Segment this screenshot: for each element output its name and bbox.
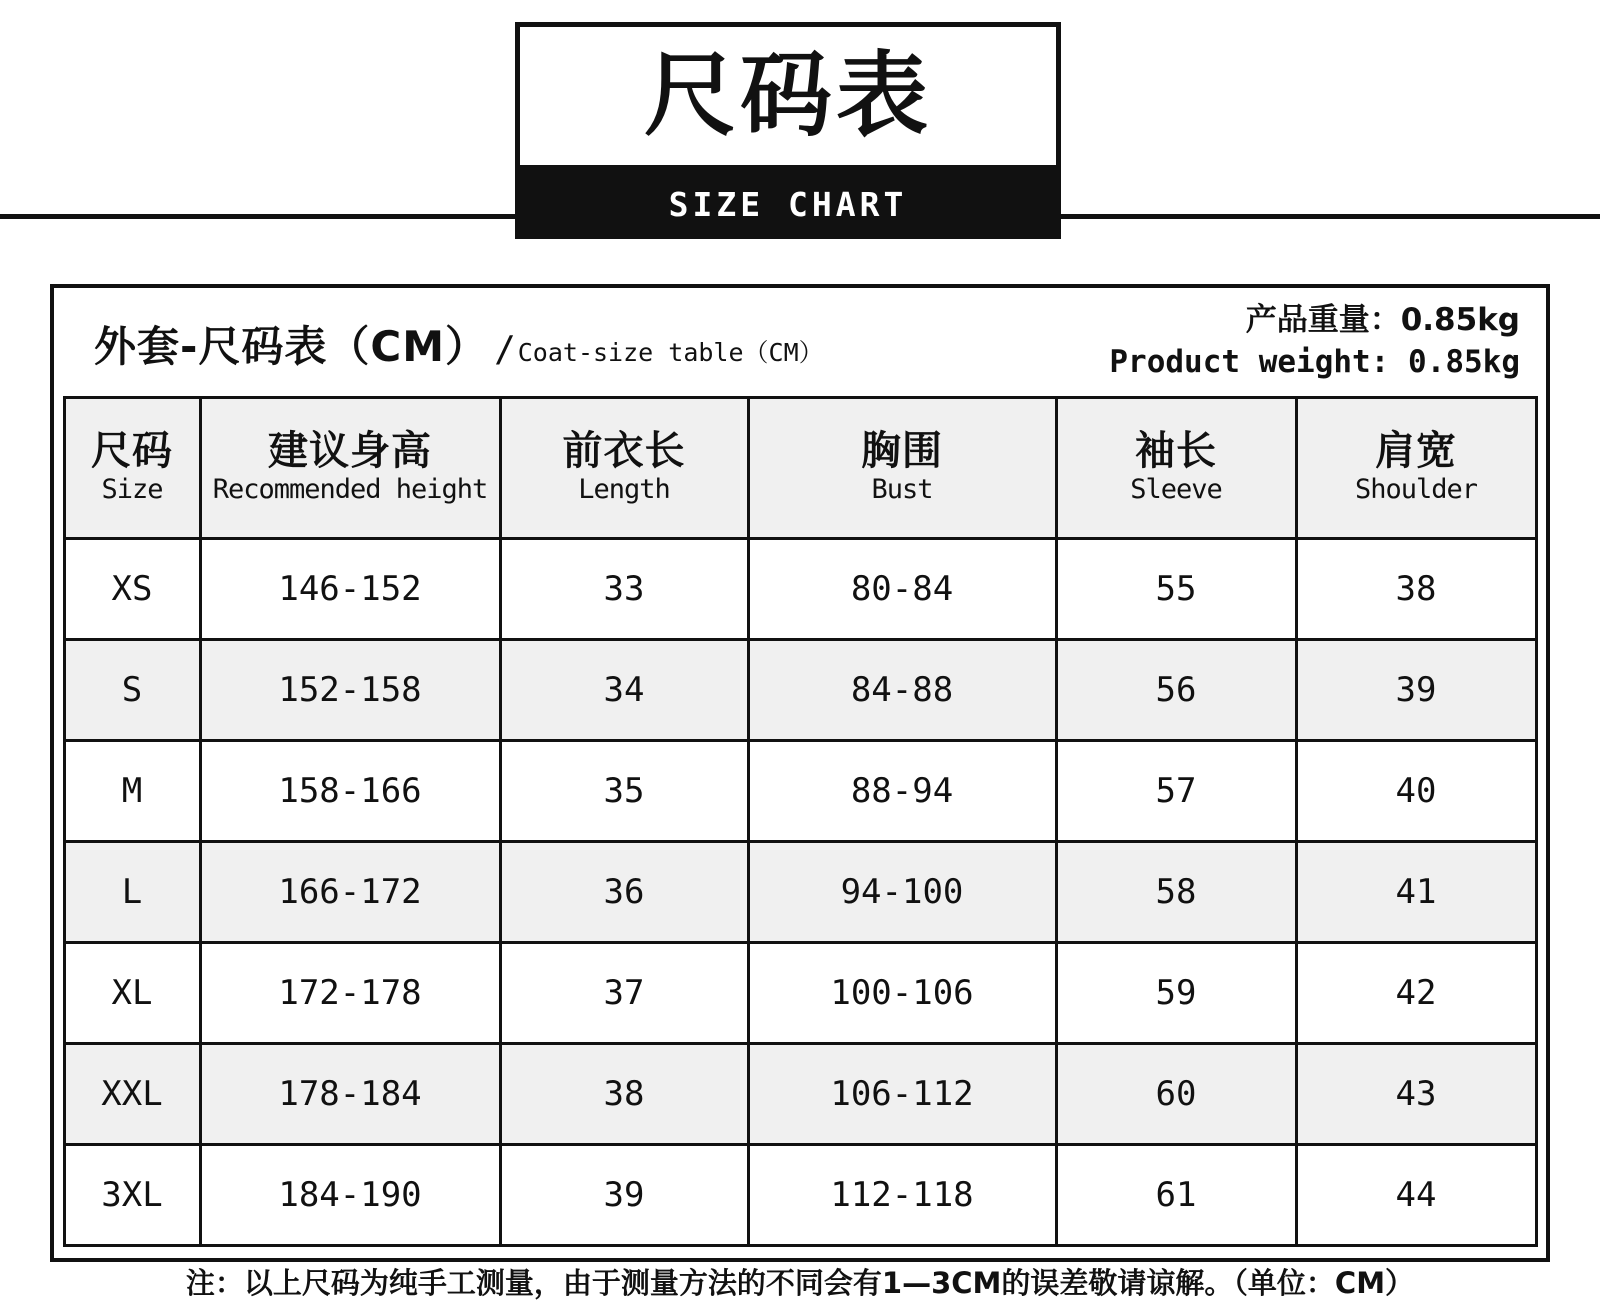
size-chart-card (50, 284, 1550, 1300)
cell-length: 34 (500, 640, 748, 741)
cell-sleeve: 59 (1056, 943, 1296, 1044)
cell-sleeve: 61 (1056, 1145, 1296, 1246)
cell-bust: 80-84 (748, 539, 1056, 640)
column-header-bust-cn: 胸围 (861, 428, 943, 475)
cell-length: 33 (500, 539, 748, 640)
column-header-size (64, 398, 200, 539)
cell-size: XL (64, 943, 200, 1044)
cell-height: 152-158 (200, 640, 500, 741)
cell-size: 3XL (64, 1145, 200, 1246)
cell-shoulder: 38 (1296, 539, 1536, 640)
cell-bust: 94-100 (748, 842, 1056, 943)
column-header-size-cn: 尺码 (91, 428, 173, 475)
cell-bust: 112-118 (748, 1145, 1056, 1246)
coat-title-english: Coat-size table（CM） (517, 338, 824, 367)
size-table-body (64, 539, 1536, 1246)
cell-height: 158-166 (200, 741, 500, 842)
table-row (64, 1145, 1536, 1246)
column-header-height-cn: 建议身高 (268, 428, 432, 475)
cell-shoulder: 39 (1296, 640, 1536, 741)
product-weight-chinese: 产品重量：0.85kg (1245, 302, 1520, 338)
cell-bust: 100-106 (748, 943, 1056, 1044)
cell-sleeve: 57 (1056, 741, 1296, 842)
measurement-note: 注：以上尺码为纯手工测量，由于测量方法的不同会有1—3CM的误差敬请谅解。（单位：CM） (185, 1266, 1415, 1300)
cell-size: M (64, 741, 200, 842)
column-header-sleeve (1056, 398, 1296, 539)
cell-bust: 84-88 (748, 640, 1056, 741)
column-header-height (200, 398, 500, 539)
coat-title-chinese: 外套-尺码表（CM） (94, 322, 489, 371)
cell-length: 38 (500, 1044, 748, 1145)
column-header-size-en: Size (101, 474, 163, 506)
table-row (64, 741, 1536, 842)
table-row (64, 842, 1536, 943)
cell-shoulder: 42 (1296, 943, 1536, 1044)
cell-size: L (64, 842, 200, 943)
title-english-text: SIZE CHART (668, 185, 908, 224)
cell-bust: 88-94 (748, 741, 1056, 842)
coat-title-separator: / (494, 329, 516, 370)
column-header-sleeve-cn: 袖长 (1135, 428, 1217, 475)
cell-length: 39 (500, 1145, 748, 1246)
card-header (54, 288, 1546, 396)
cell-height: 146-152 (200, 539, 500, 640)
cell-size: S (64, 640, 200, 741)
table-row (64, 539, 1536, 640)
cell-size: XS (64, 539, 200, 640)
column-header-shoulder (1296, 398, 1536, 539)
column-header-shoulder-en: Shoulder (1354, 474, 1478, 506)
cell-shoulder: 40 (1296, 741, 1536, 842)
cell-height: 184-190 (200, 1145, 500, 1246)
product-weight-block (1109, 300, 1520, 384)
table-row (64, 943, 1536, 1044)
column-header-length-en: Length (578, 474, 670, 506)
column-header-height-en: Recommended height (212, 474, 488, 506)
table-header-row (64, 398, 1536, 539)
column-header-bust-en: Bust (871, 474, 933, 506)
cell-sleeve: 56 (1056, 640, 1296, 741)
cell-shoulder: 44 (1296, 1145, 1536, 1246)
cell-height: 178-184 (200, 1044, 500, 1145)
size-table (63, 396, 1538, 1247)
cell-length: 37 (500, 943, 748, 1044)
size-table-head (64, 398, 1536, 539)
page-header (0, 0, 1600, 266)
table-row (64, 640, 1536, 741)
product-weight-english: Product weight: 0.85kg (1109, 343, 1520, 380)
cell-shoulder: 43 (1296, 1044, 1536, 1145)
title-chinese-box (515, 22, 1061, 170)
cell-length: 35 (500, 741, 748, 842)
cell-sleeve: 55 (1056, 539, 1296, 640)
title-block (515, 22, 1061, 239)
cell-bust: 106-112 (748, 1044, 1056, 1145)
cell-sleeve: 58 (1056, 842, 1296, 943)
column-header-bust (748, 398, 1056, 539)
title-english-box (515, 170, 1061, 239)
cell-length: 36 (500, 842, 748, 943)
cell-height: 166-172 (200, 842, 500, 943)
title-chinese-text: 尺码表 (643, 42, 932, 149)
column-header-length-cn: 前衣长 (562, 428, 686, 475)
cell-sleeve: 60 (1056, 1044, 1296, 1145)
table-row (64, 1044, 1536, 1145)
column-header-shoulder-cn: 肩宽 (1375, 428, 1457, 475)
coat-size-table-title (94, 314, 824, 374)
column-header-length (500, 398, 748, 539)
cell-size: XXL (64, 1044, 200, 1145)
cell-shoulder: 41 (1296, 842, 1536, 943)
column-header-sleeve-en: Sleeve (1130, 474, 1222, 506)
cell-height: 172-178 (200, 943, 500, 1044)
